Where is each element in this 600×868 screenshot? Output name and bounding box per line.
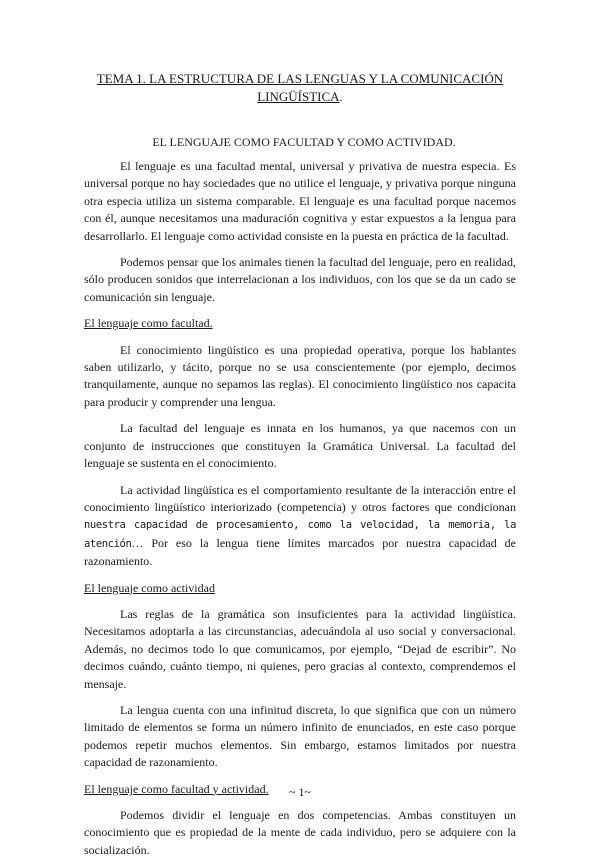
paragraph-5-part-b: … Por eso la lengua tiene límites marcados por nuestra capacidad de razonamiento. (84, 535, 516, 569)
subheading-actividad: El lenguaje como actividad (84, 580, 215, 595)
paragraph-6-part-a: Las reglas de la gramática son insuficientes para la actividad lingüística. Necesitamos adoptarla a las circunstancias, adecuándola al uso social y conversacional. Además, no decimos todo lo que comunicamos, por ejemplo, (84, 606, 516, 656)
title-period: . (339, 89, 343, 104)
paragraph-8: Podemos dividir el lenguaje en dos competencias. Ambas constituyen un conocimiento que es propiedad de la mente de cada individuo, pero se adquiere con la socialización. (84, 808, 516, 857)
paragraph-3: El conocimiento lingüístico es una propiedad operativa, porque los hablantes saben utilizarlo, y tácito, porque no se usa conscientemente (por ejemplo, decimos tranquilamente, aunque no sepamos las reglas). El conocimiento lingüístico nos capacita para producir y comprender una lengua. (84, 342, 516, 409)
paragraph-2: Podemos pensar que los animales tienen la facultad del lenguaje, pero en realidad, sólo producen sonidos que interrelacionan a los individuos, con los que se da un cado se comunicación sin lenguaje. (84, 255, 516, 304)
paragraph-5-mono-text: nuestra capacidad de procesamiento, como la velocidad, la memoria, la atención (84, 519, 516, 550)
section-heading-main: EL LENGUAJE COMO FACULTAD Y COMO ACTIVIDAD. (152, 135, 456, 149)
paragraph-4: La facultad del lenguaje es innata en los humanos, ya que nacemos con un conjunto de instrucciones que constituyen la Gramática Universal. La facultad del lenguaje se sustenta en el conocimiento. (84, 421, 516, 471)
subheading-facultad-actividad-text: El lenguaje como facultad y actividad (84, 781, 266, 796)
page-number: ~ 1~ (289, 785, 311, 799)
paragraph-6-part-b: . No decimos cuándo, cuánto tiempo, ni quienes, pero gracias al contexto, comprendemos el mensaje. (84, 641, 516, 691)
paragraph-5-part-a: La actividad lingüística es el comportamiento resultante de la interacción entre el conocimiento lingüístico interiorizado (competencia) y otros factores que condicionan (84, 482, 516, 514)
paragraph-6-quote: “Dejad de escribir” (397, 641, 494, 656)
paragraph-1: El lenguaje es una facultad mental, universal y privativa de nuestra especia. Es universal porque no hay sociedades que no utilice el lenguaje, y privativa porque ninguna otra especia utiliza un sistema comparable. El lenguaje es una facultad porque nacemos con él, aunque necesitamos una maduración cognitiva y estar expuestos a la lengua para desarrollarlo. El lenguaje como actividad consiste en la puesta en práctica de la facultad. (84, 159, 516, 243)
subheading-facultad-text: El lenguaje como facultad (84, 316, 210, 331)
paragraph-5 (84, 482, 516, 571)
document-title (80, 70, 520, 106)
title-line-2: LINGÜÍSTICA (257, 89, 340, 104)
title-line-1: TEMA 1. LA ESTRUCTURA DE LAS LENGUAS Y LA COMUNICACIÓN (96, 71, 504, 86)
paragraph-7: La lengua cuenta con una infinitud discreta, lo que significa que con un número limitado de elementos se forma un número infinito de enunciados, en este caso porque podemos repetir muchos elementos. Sin embargo, estamos limitados por nuestra capacidad de razonamiento. (84, 702, 516, 770)
subheading-facultad (84, 315, 516, 332)
paragraph-6 (84, 606, 516, 693)
document-body (84, 158, 516, 868)
subheading-facultad-period: . (209, 316, 213, 331)
subheading-facultad-actividad-period: . (265, 781, 269, 796)
